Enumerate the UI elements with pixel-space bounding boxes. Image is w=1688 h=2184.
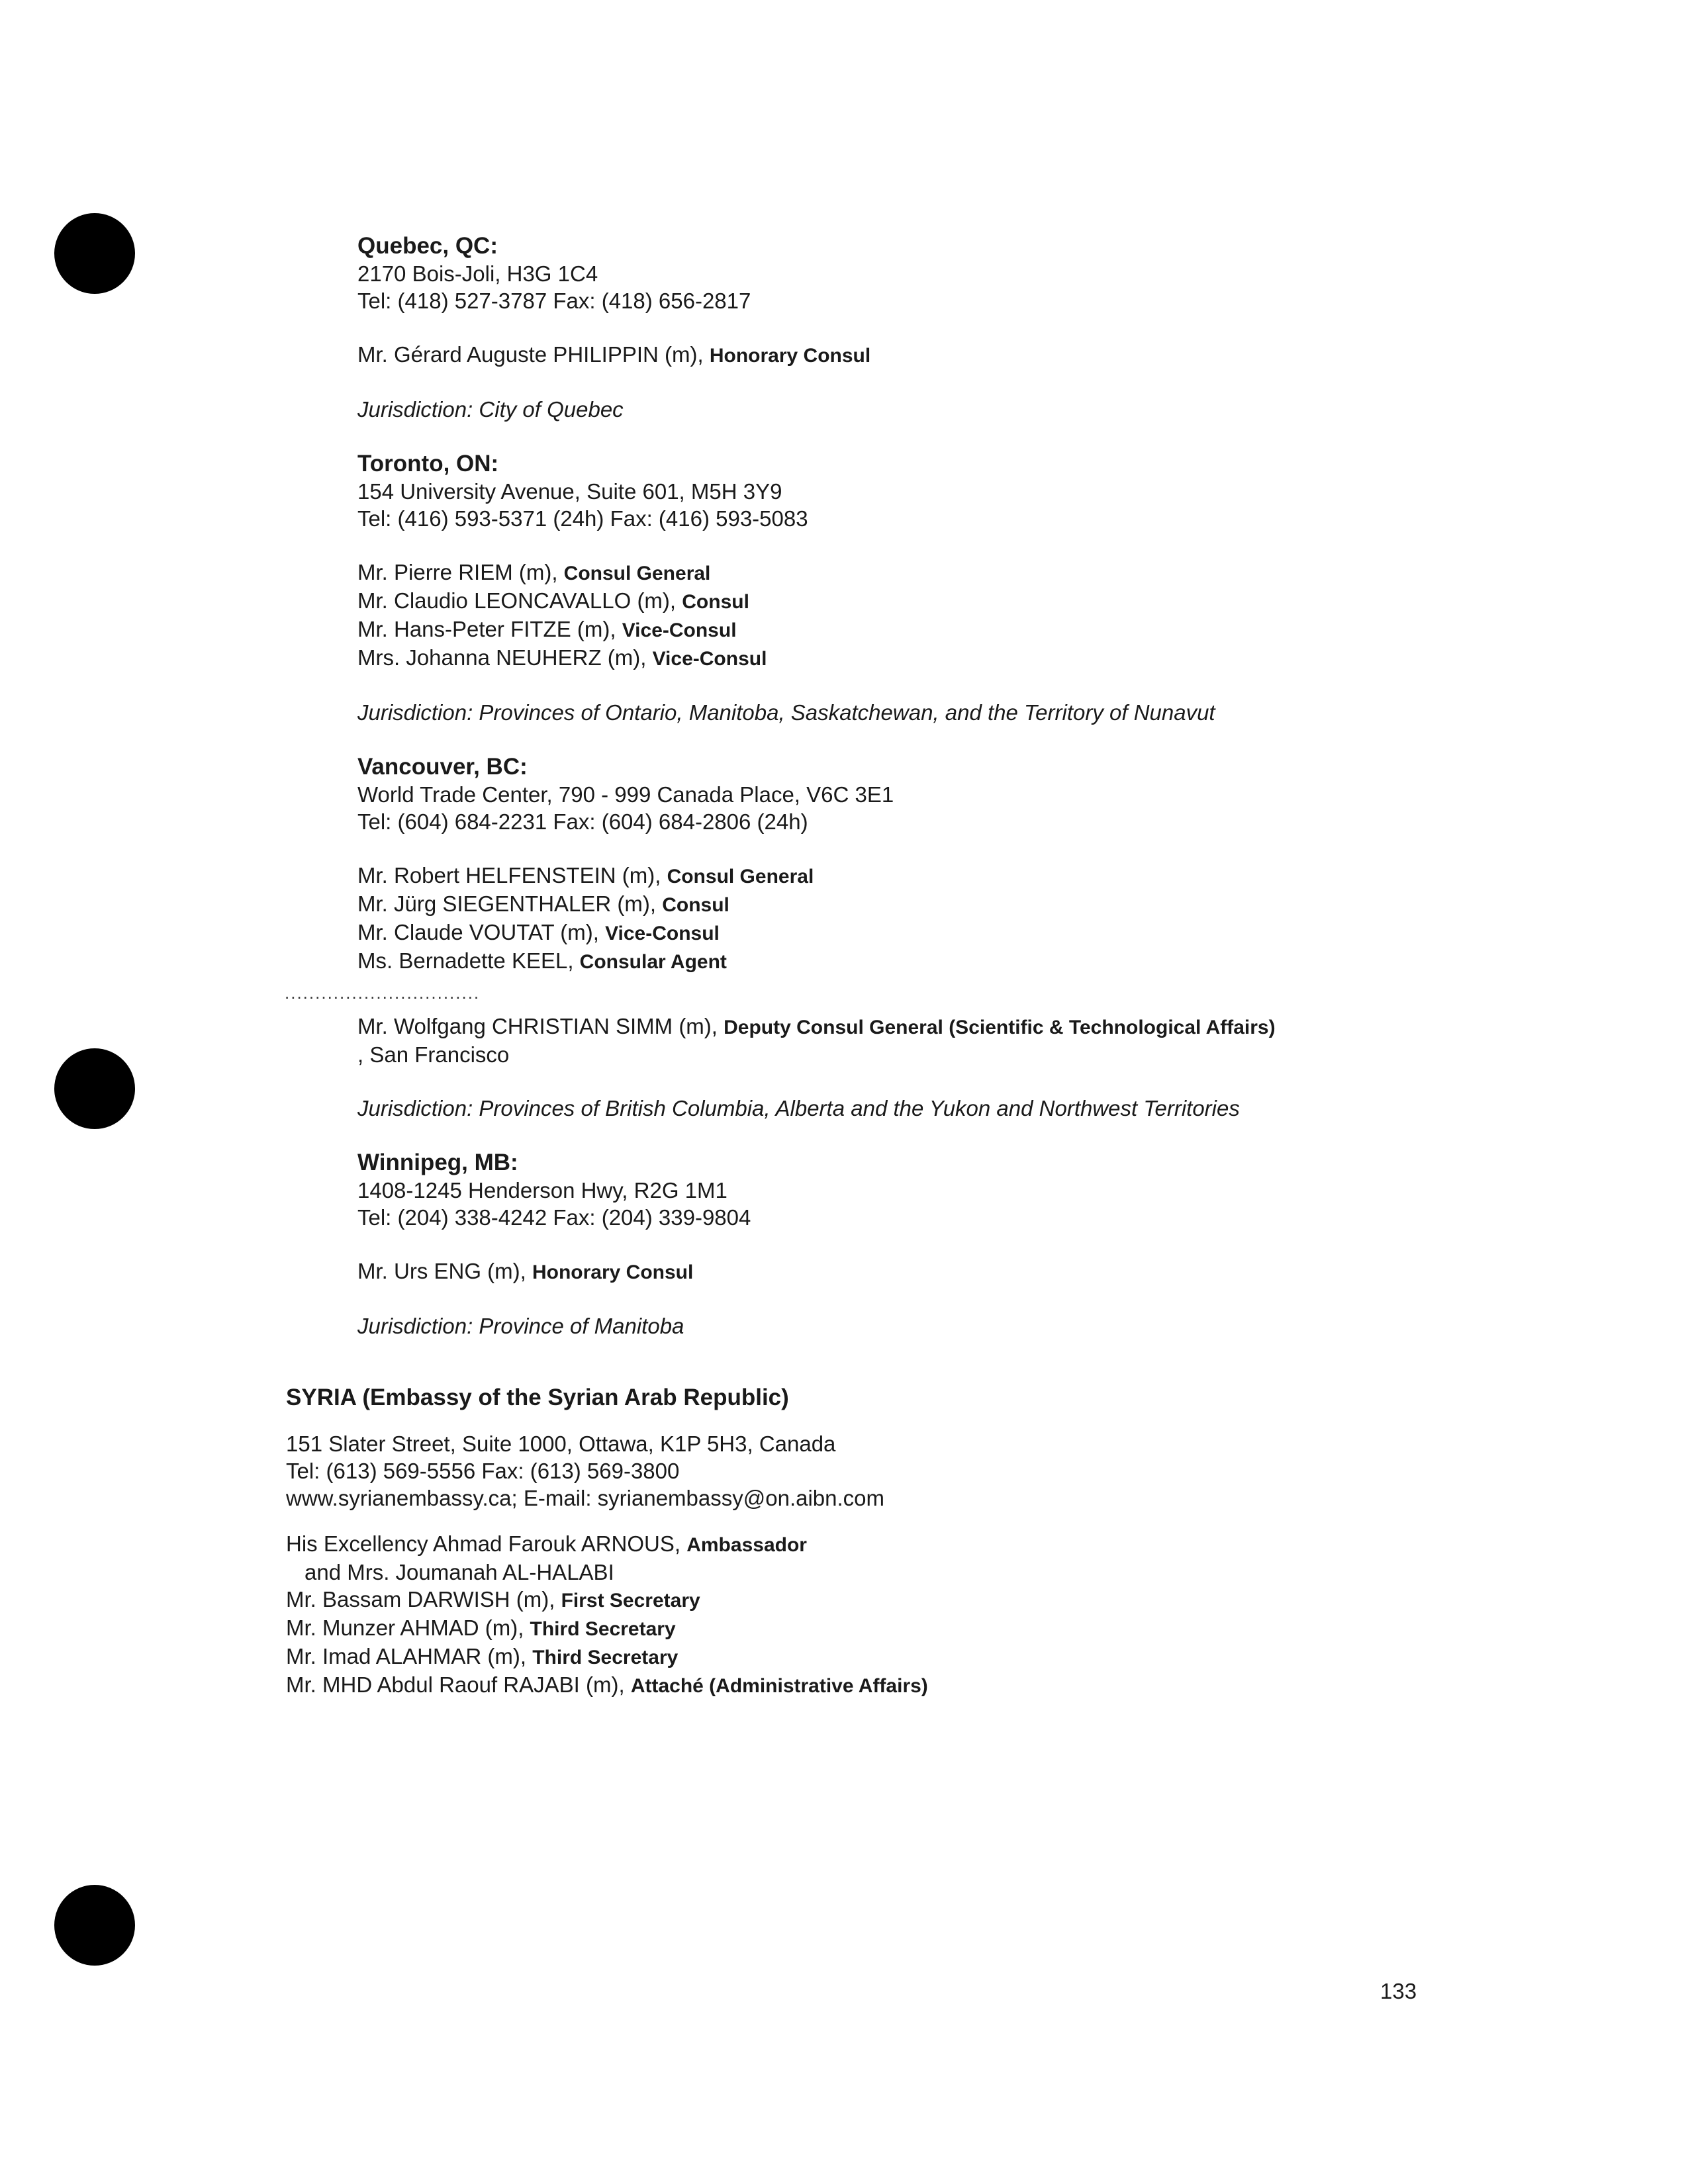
staff-entry bbox=[357, 587, 1615, 615]
staff-entry bbox=[286, 1586, 1610, 1614]
country-heading: SYRIA (Embassy of the Syrian Arab Republic) bbox=[286, 1385, 789, 1410]
quebec-block bbox=[357, 232, 1615, 423]
staff-title: Honorary Consul bbox=[709, 345, 871, 367]
staff-title: Consul bbox=[682, 591, 749, 613]
staff-name: Mr. Jürg SIEGENTHALER (m), bbox=[357, 891, 663, 916]
staff-name: Mr. Pierre RIEM (m), bbox=[357, 560, 564, 584]
staff-name: Mr. Wolfgang CHRISTIAN SIMM (m), bbox=[357, 1014, 724, 1038]
address: 2170 Bois-Joli, H3G 1C4 bbox=[357, 261, 598, 286]
staff-title: Vice-Consul bbox=[605, 923, 720, 944]
staff-entry bbox=[286, 1643, 1610, 1671]
staff-title: Consul General bbox=[563, 563, 711, 584]
address: 1408-1245 Henderson Hwy, R2G 1M1 bbox=[357, 1178, 727, 1203]
web-email: www.syrianembassy.ca; E-mail: syrianembassy@on.aibn.com bbox=[286, 1486, 885, 1510]
staff-entry bbox=[357, 341, 1615, 369]
toronto-block bbox=[357, 449, 1615, 726]
phone-fax: Tel: (418) 527-3787 Fax: (418) 656-2817 bbox=[357, 289, 751, 313]
staff-name: His Excellency Ahmad Farouk ARNOUS, bbox=[286, 1531, 687, 1556]
jurisdiction: Jurisdiction: City of Quebec bbox=[357, 397, 624, 422]
phone-fax: Tel: (613) 569-5556 Fax: (613) 569-3800 bbox=[286, 1459, 680, 1483]
address: World Trade Center, 790 - 999 Canada Place, V6C 3E1 bbox=[357, 782, 894, 807]
staff-entry bbox=[357, 559, 1615, 587]
staff-entry bbox=[357, 615, 1615, 644]
city-heading: Quebec, QC: bbox=[357, 233, 498, 259]
staff-name: Ms. Bernadette KEEL, bbox=[357, 948, 580, 973]
staff-entry bbox=[286, 1671, 1610, 1700]
staff-name: Mr. Claude VOUTAT (m), bbox=[357, 920, 606, 944]
staff-name: Mr. Munzer AHMAD (m), bbox=[286, 1615, 530, 1640]
consulates-section bbox=[357, 232, 1615, 1340]
city-heading: Winnipeg, MB: bbox=[357, 1150, 518, 1175]
staff-title: Consul bbox=[662, 894, 729, 916]
address: 154 University Avenue, Suite 601, M5H 3Y9 bbox=[357, 479, 782, 504]
staff-title: Honorary Consul bbox=[532, 1261, 694, 1283]
page-number: 133 bbox=[1380, 1979, 1417, 2003]
staff-name: Mr. MHD Abdul Raouf RAJABI (m), bbox=[286, 1672, 631, 1697]
staff-entry bbox=[357, 1257, 1615, 1286]
staff-name: Mr. Claudio LEONCAVALLO (m), bbox=[357, 588, 682, 613]
staff-name: Mr. Imad ALAHMAR (m), bbox=[286, 1644, 533, 1668]
staff-name: Mr. Gérard Auguste PHILIPPIN (m), bbox=[357, 342, 710, 367]
syria-section bbox=[286, 1383, 1610, 1700]
staff-entry bbox=[286, 1614, 1610, 1643]
staff-entry bbox=[357, 862, 1615, 890]
staff-name: Mrs. Johanna NEUHERZ (m), bbox=[357, 645, 653, 670]
staff-title: First Secretary bbox=[561, 1590, 700, 1612]
jurisdiction: Jurisdiction: Province of Manitoba bbox=[357, 1314, 684, 1338]
staff-name: Mr. Urs ENG (m), bbox=[357, 1259, 532, 1283]
separator-dots: ................................ bbox=[285, 983, 481, 1003]
staff-title: Vice-Consul bbox=[652, 648, 767, 670]
staff-location: , San Francisco bbox=[357, 1042, 510, 1067]
binder-hole bbox=[54, 1885, 135, 1966]
phone-fax: Tel: (604) 684-2231 Fax: (604) 684-2806 (24h) bbox=[357, 809, 808, 834]
staff-title: Consular Agent bbox=[579, 951, 727, 973]
vancouver-block bbox=[357, 752, 1615, 1122]
staff-title: Third Secretary bbox=[532, 1647, 679, 1668]
staff-title: Ambassador bbox=[686, 1534, 807, 1556]
staff-entry bbox=[357, 947, 1615, 976]
jurisdiction: Jurisdiction: Provinces of Ontario, Manitoba, Saskatchewan, and the Territory of Nunavut bbox=[357, 700, 1215, 725]
phone-fax: Tel: (204) 338-4242 Fax: (204) 339-9804 bbox=[357, 1205, 751, 1230]
staff-entry bbox=[357, 890, 1615, 919]
staff-name: Mr. Hans-Peter FITZE (m), bbox=[357, 617, 622, 641]
staff-name: Mr. Bassam DARWISH (m), bbox=[286, 1587, 561, 1612]
binder-hole bbox=[54, 1048, 135, 1129]
winnipeg-block bbox=[357, 1148, 1615, 1340]
staff-title: Vice-Consul bbox=[622, 619, 737, 641]
staff-entry bbox=[357, 919, 1615, 947]
phone-fax: Tel: (416) 593-5371 (24h) Fax: (416) 593-5083 bbox=[357, 506, 808, 531]
staff-title: Deputy Consul General (Scientific & Technological Affairs) bbox=[724, 1017, 1276, 1038]
staff-title: Third Secretary bbox=[530, 1618, 676, 1640]
jurisdiction: Jurisdiction: Provinces of British Columbia, Alberta and the Yukon and Northwest Territories bbox=[357, 1096, 1240, 1120]
staff-entry bbox=[357, 1013, 1615, 1041]
binder-hole bbox=[54, 213, 135, 294]
staff-title: Attaché (Administrative Affairs) bbox=[630, 1675, 928, 1697]
spouse: and Mrs. Joumanah AL-HALABI bbox=[305, 1560, 614, 1584]
city-heading: Vancouver, BC: bbox=[357, 754, 528, 780]
staff-title: Consul General bbox=[667, 866, 814, 887]
city-heading: Toronto, ON: bbox=[357, 451, 499, 477]
address: 151 Slater Street, Suite 1000, Ottawa, K1P 5H3, Canada bbox=[286, 1432, 836, 1456]
staff-name: Mr. Robert HELFENSTEIN (m), bbox=[357, 863, 667, 887]
staff-entry bbox=[357, 644, 1615, 672]
staff-entry bbox=[286, 1530, 1610, 1559]
